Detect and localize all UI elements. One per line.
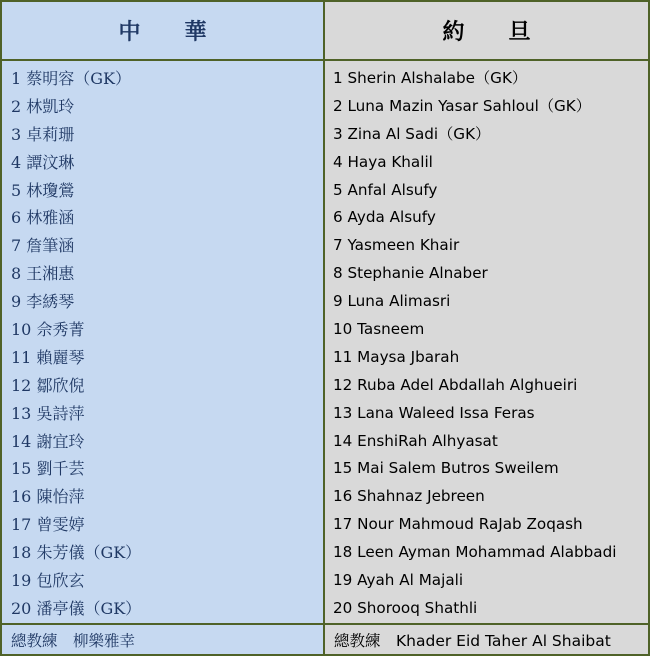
away-player-row: 20 Shorooq Shathli <box>333 598 478 617</box>
away-player-row: 1 Sherin Alshalabe（GK） <box>333 69 528 87</box>
away-player-row: 8 Stephanie Alnaber <box>333 264 488 283</box>
away-player-list <box>325 61 648 623</box>
away-player-row: 15 Mai Salem Butros Sweilem <box>333 459 559 478</box>
home-player-row: 14 謝宜玲 <box>11 431 85 451</box>
away-player-row: 3 Zina Al Sadi（GK） <box>333 124 491 143</box>
home-player-list-cell <box>2 61 325 625</box>
away-team-header: 約 旦 <box>325 2 648 61</box>
away-player-row: 6 Ayda Alsufy <box>333 208 436 227</box>
away-player-row: 13 Lana Waleed Issa Feras <box>333 403 535 422</box>
home-player-row: 3 卓莉珊 <box>11 124 75 144</box>
home-player-row: 16 陳怡萍 <box>11 487 85 507</box>
away-coach: 總教練 Khader Eid Taher Al Shaibat <box>325 625 648 654</box>
away-player-row: 18 Leen Ayman Mohammad Alabbadi <box>333 543 617 562</box>
home-player-row: 18 朱芳儀（GK） <box>11 543 142 563</box>
home-player-row: 5 林瓊鶯 <box>11 180 75 200</box>
away-player-row: 2 Luna Mazin Yasar Sahloul（GK） <box>333 96 591 115</box>
home-player-row: 10 佘秀菁 <box>11 320 85 340</box>
home-player-row: 20 潘亭儀（GK） <box>11 598 142 618</box>
home-player-row: 1 蔡明容（GK） <box>11 69 132 88</box>
away-player-row: 4 Haya Khalil <box>333 152 433 171</box>
home-player-row: 8 王湘惠 <box>11 264 75 284</box>
away-player-row: 7 Yasmeen Khair <box>333 236 460 255</box>
home-coach: 總教練 柳樂雅幸 <box>2 625 325 654</box>
away-player-row: 19 Ayah Al Majali <box>333 571 464 590</box>
away-player-row: 16 Shahnaz Jebreen <box>333 487 485 506</box>
away-player-row: 10 Tasneem <box>333 320 425 339</box>
home-player-row: 17 曾雯婷 <box>11 515 85 535</box>
home-player-row: 7 詹筆涵 <box>11 236 75 256</box>
home-player-row: 2 林凱玲 <box>11 96 75 116</box>
home-player-row: 19 包欣玄 <box>11 571 85 591</box>
home-player-row: 13 吳詩萍 <box>11 403 85 423</box>
away-player-row: 11 Maysa Jbarah <box>333 347 460 366</box>
away-player-row: 17 Nour Mahmoud RaJab Zoqash <box>333 515 583 534</box>
away-player-row: 14 EnshiRah Alhyasat <box>333 431 498 450</box>
away-player-row: 5 Anfal Alsufy <box>333 180 438 199</box>
home-player-row: 9 李綉琴 <box>11 292 75 312</box>
home-player-row: 6 林雅涵 <box>11 208 75 228</box>
home-player-list <box>2 61 323 623</box>
away-player-row: 12 Ruba Adel Abdallah Alghueiri <box>333 375 578 394</box>
home-player-row: 11 賴麗琴 <box>11 347 85 367</box>
home-player-row: 15 劉千芸 <box>11 459 85 479</box>
away-player-list-cell <box>325 61 648 625</box>
home-player-row: 4 譚汶琳 <box>11 152 75 172</box>
away-player-row: 9 Luna Alimasri <box>333 292 451 311</box>
home-team-header: 中 華 <box>2 2 325 61</box>
home-player-row: 12 鄒欣倪 <box>11 375 85 395</box>
